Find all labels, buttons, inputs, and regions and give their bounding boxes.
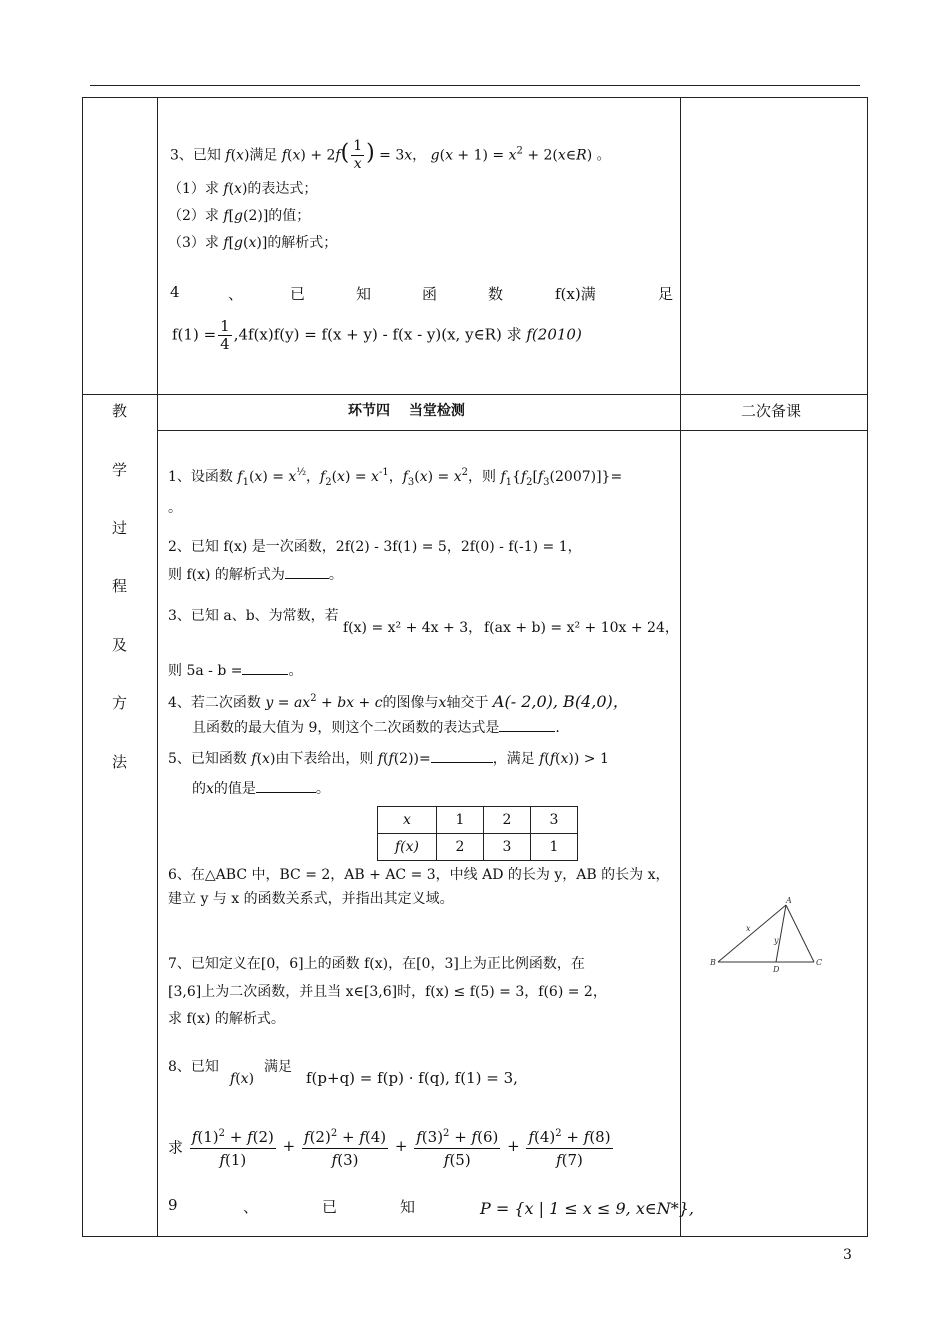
q7-line2: [3,6]上为二次函数，并且当 x∈[3,6]时，f(x) ≤ f(5) = 3，f(6) = 2， <box>168 984 607 1000</box>
q5-table <box>377 806 578 861</box>
label-d: D <box>773 965 780 974</box>
section-title: 环节四 当堂检测 <box>348 403 465 419</box>
q5-line1: 5、已知函数 f(x)由下表给出，则 f(f(2))= ，满足 f(f(x)) > 1 <box>168 751 609 767</box>
q7-line3: 求 f(x) 的解析式。 <box>168 1011 285 1027</box>
q2-line2: 则 f(x) 的解析式为 。 <box>168 567 343 583</box>
median-ad <box>776 905 786 962</box>
q8-cond-label: 满足 <box>264 1059 292 1075</box>
q5-table-cell: 1 <box>437 807 484 834</box>
q3-line1: 3、已知 a、b、为常数，若 <box>168 608 339 624</box>
q8-sum: 求 $\frac{f(1)^2 + f(2)}{f(1)}$ + $\frac{f(2)^2 + f(4)}{f(3)}$ + $\frac{f(3)^2 + f(6)}{f(5)}$ + $\frac{f(4)^2 + f(8)}{f(7)}$ <box>168 1123 615 1171</box>
side-ac <box>786 905 814 962</box>
label-c: C <box>816 958 823 967</box>
triangle-figure <box>706 893 832 979</box>
q3-f1: f(x) = x² + 4x + 3， <box>343 620 483 636</box>
q9-set: P = {x | 1 ≤ x ≤ 9, x∈N*}, <box>480 1199 694 1218</box>
q2-line1: 2、已知 f(x) 是一次函数，2f(2) - 3f(1) = 5，2f(0) - f(-1) = 1， <box>168 539 582 555</box>
q5-table-cell: 1 <box>531 834 578 861</box>
q8-fx: f(x) <box>230 1071 255 1087</box>
q3-f2: f(ax + b) = x² + 10x + 24， <box>484 620 679 636</box>
q5-table-cell: 2 <box>484 807 531 834</box>
q8-cond: f(p+q) = f(p) · f(q), f(1) = 3, <box>306 1069 518 1087</box>
q7-line1: 7、已知定义在[0，6]上的函数 f(x)，在[0，3]上为正比例函数，在 <box>168 956 585 972</box>
q5-table-cell: 3 <box>484 834 531 861</box>
q1-line: 1、设函数 $f_1(x) = x^{\frac{1}{2}}$，$f_2(x) = x^{-1}$，$f_3(x) = x^2$，则 $f_1\{f_2[f_3(2007)]\}=$ <box>168 467 623 488</box>
upper-q3-sub2: （2）求 f[g(2)]的值； <box>168 208 311 224</box>
q4-line2: 且函数的最大值为 9，则这个二次函数的表达式是 . <box>192 720 560 736</box>
q4-line1: 4、若二次函数 $y = ax^2$ + bx + c的图像与x轴交于 A(- 2,0), B(4,0)， <box>168 692 629 711</box>
side-header: 二次备课 <box>741 402 802 420</box>
page-number: 3 <box>843 1247 852 1263</box>
label-a: A <box>786 896 792 905</box>
side-ab <box>718 905 786 962</box>
q8-line1: 8、已知 <box>168 1059 219 1075</box>
q5-table-cell: x <box>378 807 437 834</box>
upper-q4-text: f(1) = $\frac{1}{4}$ ,4f(x)f(y) = f(x + y) - f(x - y)(x, y∈R) 求 f(2010) <box>172 317 582 353</box>
q1-end: 。 <box>168 500 182 516</box>
label-b: B <box>710 958 716 967</box>
upper-q3-stem: 3、已知 f(x)满足 f(x) + 2f( $\frac{1}{x}$ ) = 3x， $g(x + 1) = x^2$ + 2(x∈R) 。 <box>170 138 611 172</box>
q6-line1: 6、在△ABC 中，BC = 2，AB + AC = 3，中线 AD 的长为 y，AB 的长为 x， <box>168 867 670 883</box>
q5-table-cell: 2 <box>437 834 484 861</box>
q5-table-cell: f(x) <box>378 834 437 861</box>
q5-line2: 的x的值是 。 <box>192 781 330 797</box>
q3-line2: 则 5a - b = 。 <box>168 663 303 679</box>
header-rule <box>90 85 860 86</box>
q5-table-cell: 3 <box>531 807 578 834</box>
upper-q3-sub3: （3）求 f[g(x)]的解析式； <box>168 235 338 251</box>
q6-line2: 建立 y 与 x 的函数关系式，并指出其定义域。 <box>168 891 454 907</box>
label-x: x <box>746 924 751 933</box>
label-y: y <box>774 936 779 945</box>
upper-q3-sub1: （1）求 f(x)的表达式； <box>168 181 318 197</box>
